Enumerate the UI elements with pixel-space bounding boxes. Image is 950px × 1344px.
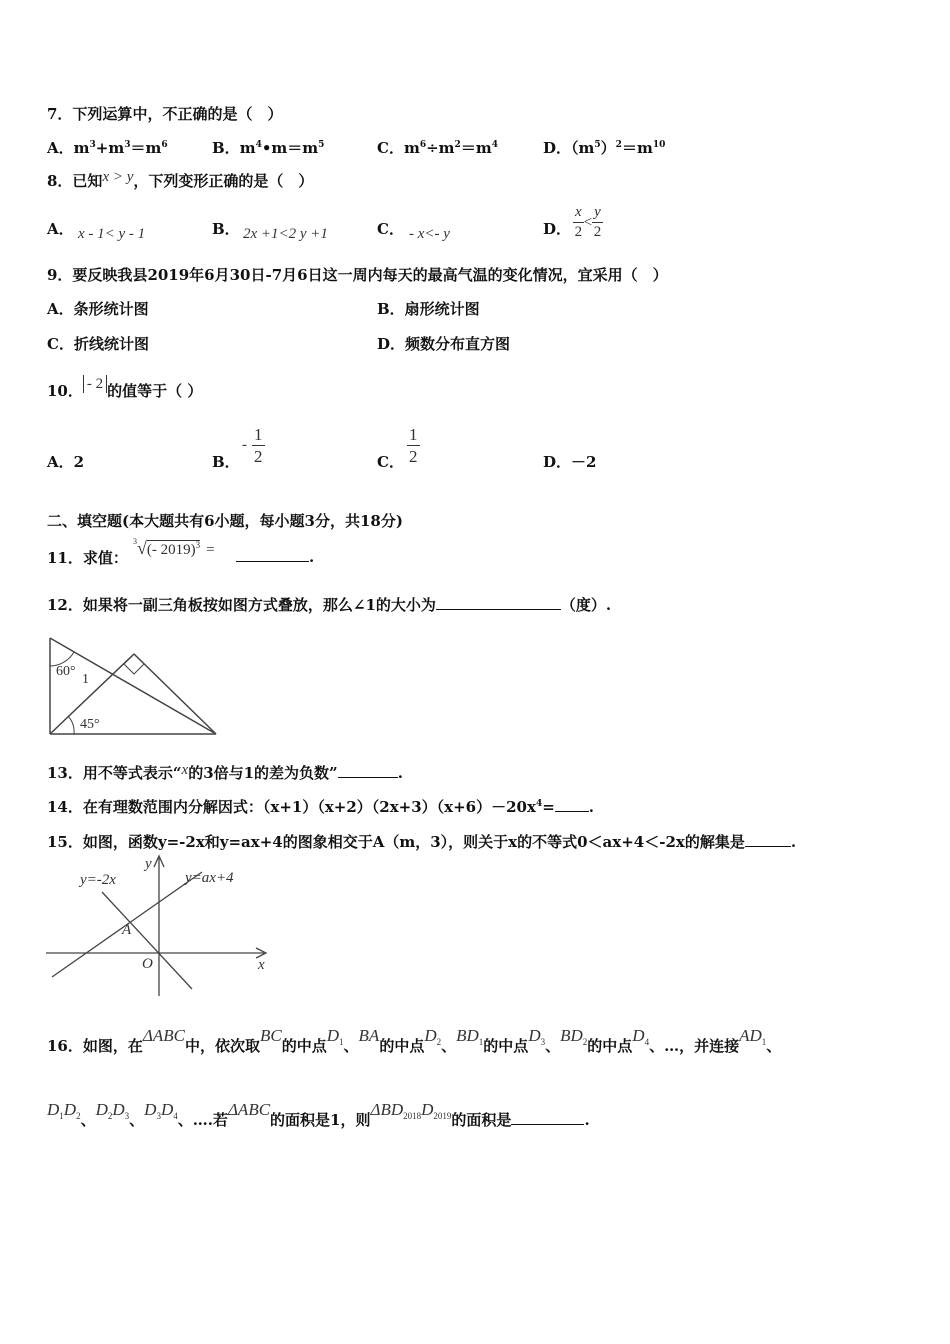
q7-a-term2: m [108,139,125,157]
q7-d-exp2: 2 [615,140,622,150]
q7-d-open: （m [571,139,595,157]
q15-label-line1: y=-2x [80,872,116,888]
q14-exp: 4 [535,799,543,809]
q7-option-b [212,137,324,158]
q11-radical [133,538,215,559]
q16-l2-a2-sub: 2 [76,1111,81,1121]
q16-l2-sep2: 、 [129,1111,145,1129]
q11-radicand: (- 2019) [146,542,196,558]
q8-condition: x > y [102,169,134,185]
q16-l1-d1: D [326,1026,340,1045]
q16-l1-t2: 的中点 [281,1037,327,1055]
q13-blank[interactable] [338,763,398,778]
q7-d-close: ） [600,139,616,157]
q7-a-result: m [145,139,162,157]
q8-d-frac1 [573,205,584,240]
q10-b-sign: - [242,437,247,453]
q16-l1-t1: 中，依次取 [184,1037,260,1055]
q7-b-exp: 4 [255,140,262,150]
q8-d-frac2 [592,205,603,240]
q15-blank[interactable] [745,832,791,847]
q15-label-a: A [122,922,132,938]
q13-stem-pre: 13．用不等式表示“ [47,764,182,782]
q7-a-label: A． [47,139,74,157]
q12-blank[interactable] [436,595,561,610]
q8-stem [47,170,313,191]
q15-stem [47,831,796,852]
q7-c-exp2: 2 [454,140,461,150]
q16-l1-pre: 16．如图，在 [47,1037,143,1055]
q16-l1-ad1: AD [739,1026,762,1045]
q16-l2-c1-sub: 3 [156,1111,161,1121]
q12-right-angle-mark [124,654,144,674]
q14-stem-text: 14．在有理数范围内分解因式：（x+1）（x+2）（2x+3）（x+6）－20x [47,798,536,816]
q10-stem-pre: 10． [47,382,83,400]
q12-stem-text: 12．如果将一副三角板按如图方式叠放，那么∠1的大小为 [47,596,436,614]
q7-c-label: C． [377,139,404,157]
q7-c-term: m [403,139,420,157]
q10-stem [47,376,203,401]
q16-l1-ad1-sub: 1 [761,1037,767,1047]
q16-line1 [47,1026,781,1056]
q12-hypotenuse-60 [50,638,216,734]
q16-l2-t2: 的面积是1，则 [270,1111,371,1129]
q16-l2-b2: D [112,1100,125,1119]
q15-label-o: O [142,956,153,972]
q7-option-d [543,137,665,158]
q7-d-result-exp: 10 [652,140,666,150]
q16-l1-d4-sub: 4 [644,1037,650,1047]
q10-c-frac [407,426,420,465]
q14-stem [47,796,594,817]
q14-end: . [588,798,595,816]
q7-c-eq: ＝m [460,139,492,157]
q16-l2-c1: D [144,1100,157,1119]
q10-stem-post: 的值等于（ ） [107,382,203,400]
q10-a-label: A． [47,453,74,471]
q8-d-num1: x [573,205,584,223]
q12-angle-60-label: 60° [56,664,76,679]
q7-b-op: •m＝m [261,139,319,157]
q15-end: . [790,833,797,851]
q16-l2-b1-sub: 2 [107,1111,113,1121]
q7-b-result-exp: 5 [318,140,325,150]
q16-l2-triangle2: ΔBD [370,1100,404,1119]
q16-l1-d1-sub: 1 [339,1037,344,1047]
q15-stem-text: 15．如图，函数y=-2x和y=ax+4的图象相交于A（m，3），则关于x的不等式0＜ax+4＜-2x的解集是 [47,833,745,851]
q8-d-den2: 2 [593,224,602,240]
q16-l2-a1-sub: 1 [59,1111,64,1121]
q10-d-label: D． [543,453,572,471]
q7-a-exp2: 3 [124,140,131,150]
q16-l2-a1: D [47,1100,60,1119]
q13-end: . [397,764,403,782]
q10-b-num: 1 [254,425,263,444]
q12-angle-1-label: 1 [82,672,89,687]
q13-stem [47,762,403,783]
q7-d-label: D． [543,139,572,157]
q7-option-c [377,137,498,158]
q8-stem-post: ，下列变形正确的是（ ） [133,172,314,190]
q7-d-eq: ＝m [621,139,653,157]
q9-stem: 9．要反映我县2019年6月30日-7月6日这一周内每天的最高气温的变化情况，宜采用（ ） [47,266,668,284]
q16-l1-bd1-sub: 1 [478,1037,484,1047]
q16-l1-triangle: ΔABC [142,1026,185,1045]
q16-l2-triangle: ΔABC [227,1100,271,1119]
q16-l1-bd1: BD [456,1026,479,1045]
q8-c-label: C． [377,220,404,238]
q11-root-index: 3 [133,537,137,546]
q13-stem-post: 的3倍与1的差为负数” [188,764,338,782]
q12-figure [44,636,222,738]
q16-l2-b2-sub: 3 [124,1111,130,1121]
q7-a-eq: ＝ [130,139,146,157]
q10-c-den: 2 [409,447,418,466]
q8-a-label: A． [47,220,74,238]
q12-angle-45-label: 45° [80,717,100,732]
q7-d-exp: 5 [594,140,601,150]
q11-blank[interactable] [236,547,309,562]
q13-var: x [181,762,189,778]
q16-l1-bd2: BD [560,1026,583,1045]
q16-l1-sep3: 、 [545,1037,561,1055]
q8-d-num2: y [592,205,603,223]
q16-l2-end: . [584,1111,590,1129]
q16-l1-t5: 的中点 [587,1037,633,1055]
q9-option-d: D．频数分布直方图 [377,335,511,353]
q11-radicand-wrap [147,540,200,558]
q16-blank[interactable] [511,1110,584,1125]
q16-l1-ba: BA [358,1026,380,1045]
q16-l2-b1: D [95,1100,108,1119]
q16-l1-d2-sub: 2 [436,1037,442,1047]
q16-l2-a2: D [63,1100,77,1119]
q7-a-op: + [95,139,109,157]
q16-l2-triangle2b: D [421,1100,434,1119]
q16-l2-triangle2b-sub: 2019 [433,1111,452,1121]
q7-option-a [47,137,168,158]
q9-option-a: A．条形统计图 [47,300,149,318]
q8-b-expr: 2x +1<2 y +1 [243,226,328,242]
q7-c-result-exp: 4 [491,140,498,150]
q11-eq: = [206,542,215,558]
q16-l1-d4: D [632,1026,645,1045]
q7-b-term: m [239,139,256,157]
q10-b-den: 2 [254,447,263,466]
q8-d-label: D． [543,220,572,238]
q7-c-op: ÷m [426,139,455,157]
q16-l1-sep1: 、 [343,1037,359,1055]
q14-eq: = [542,798,555,816]
q15-figure [42,852,274,998]
q8-d-expr [573,205,603,240]
q16-l1-t4: 的中点 [483,1037,529,1055]
q8-a-expr: x - 1< y - 1 [78,226,146,242]
q8-d-den1: 2 [574,224,583,240]
q16-l2-triangle2-sub: 2018 [403,1111,422,1121]
q12-unit: （度）. [560,596,612,614]
q16-l1-t6: 、…，并连接 [649,1037,740,1055]
q16-l1-bd2-sub: 2 [582,1037,588,1047]
q16-l1-sep2: 、 [441,1037,457,1055]
q11-answer [236,547,314,566]
q7-a-term: m [73,139,90,157]
q10-d-value: －2 [571,453,597,471]
q10-c-num: 1 [409,425,418,444]
q10-option-a [47,451,84,472]
q16-l2-sep1: 、 [80,1111,96,1129]
q16-l1-sep4: 、 [766,1037,782,1055]
q15-label-y: y [145,856,152,872]
q9-option-c: C．折线统计图 [47,335,149,353]
q10-a-value: 2 [73,453,85,471]
q10-c-expr [407,426,420,465]
q16-l2-c2: D [160,1100,174,1119]
q7-a-exp: 3 [89,140,96,150]
q16-l1-d3-sub: 3 [540,1037,546,1047]
q16-l1-d3: D [528,1026,541,1045]
q14-blank[interactable] [555,797,589,812]
q8-stem-pre: 8．已知 [47,172,103,190]
q12-stem [47,594,611,615]
q8-d-lt: < [583,214,593,231]
q16-l2-t3: 的面积是 [451,1111,512,1129]
q11-stem: 11．求值： [47,549,128,567]
section2-title: 二、填空题(本大题共有6小题，每小题3分，共18分) [47,512,403,530]
q9-option-b: B．扇形统计图 [377,300,480,318]
q10-abs-expr: - 2 [83,375,107,393]
q10-option-d [543,451,596,472]
q10-b-label: B． [212,453,240,471]
q11-end: . [309,548,315,566]
q8-b-label: B． [212,220,240,238]
q16-l1-d2: D [424,1026,437,1045]
q7-b-label: B． [212,139,240,157]
q15-label-x: x [258,957,265,973]
q15-line-neg2x [102,892,192,989]
q16-l2-t1: 、….若 [177,1111,228,1129]
q15-label-line2: y=ax+4 [185,870,234,886]
q10-b-expr [242,426,265,465]
q7-stem: 7．下列运算中，不正确的是（ ） [47,105,283,123]
q16-l1-t3: 的中点 [379,1037,425,1055]
q12-arc-45 [68,716,74,734]
q7-a-result-exp: 6 [161,140,168,150]
q7-c-exp: 6 [419,140,427,150]
q11-radicand-exp: 3 [195,540,201,550]
q16-line2 [47,1100,590,1130]
q8-c-expr: - x<- y [409,226,450,242]
q10-c-label: C． [377,453,404,471]
q11-radical-sign: √ [137,538,147,558]
q16-l2-c2-sub: 4 [173,1111,178,1121]
q16-l1-bc: BC [259,1026,282,1045]
q10-b-frac [252,426,265,465]
